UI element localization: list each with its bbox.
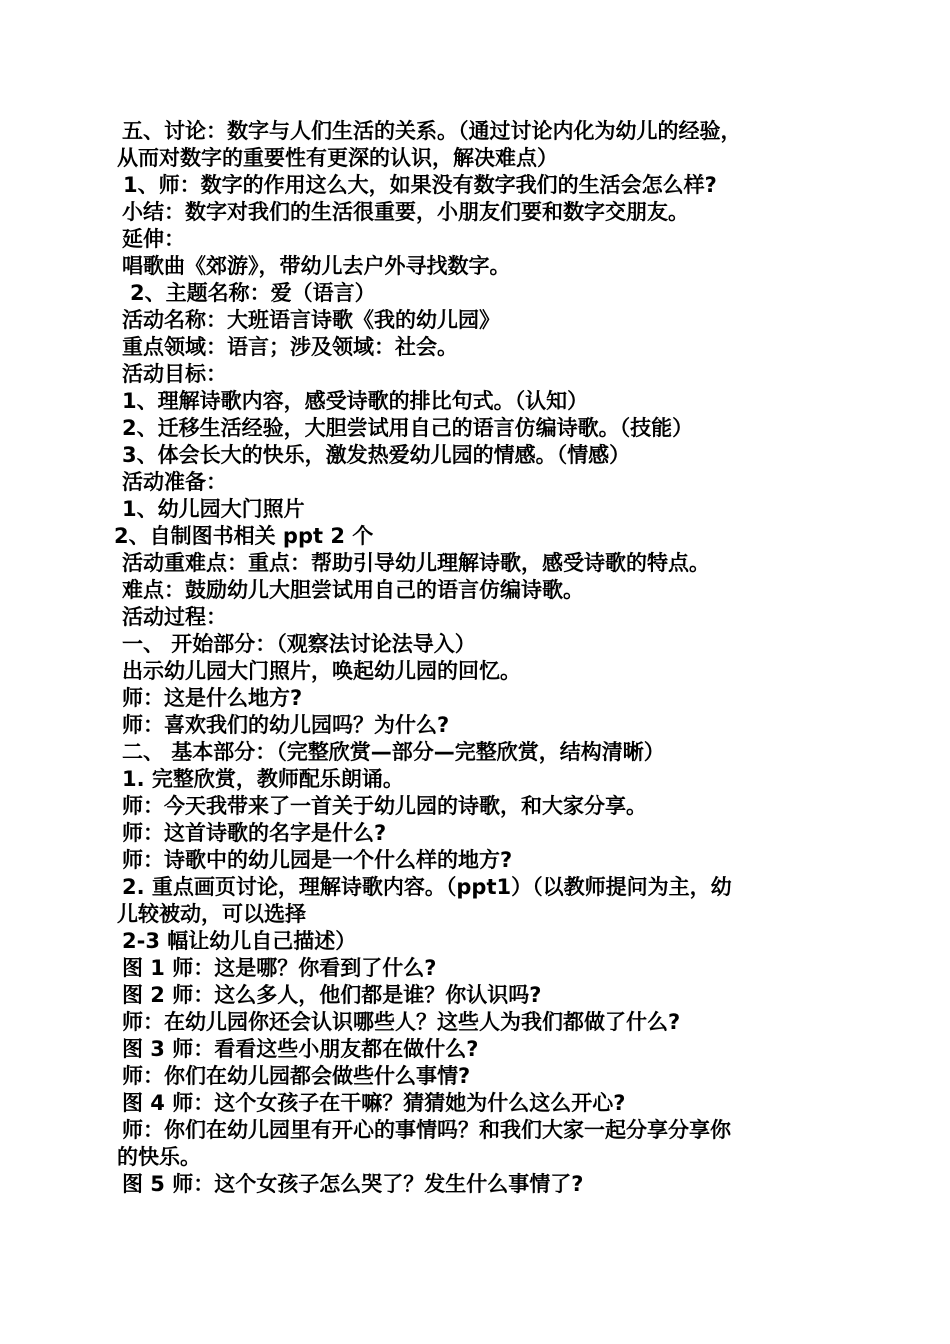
text-line: 活动过程： bbox=[122, 605, 227, 629]
text-line: 1、理解诗歌内容，感受诗歌的排比句式。（认知） bbox=[122, 389, 589, 413]
text-line: 难点：鼓励幼儿大胆尝试用自己的语言仿编诗歌。 bbox=[122, 578, 584, 602]
text-line: 2. 重点画页讨论，理解诗歌内容。（ppt1）（以教师提问为主，幼 bbox=[122, 875, 732, 899]
text-line: 延伸： bbox=[122, 227, 185, 251]
text-line: 图 5 师：这个女孩子怎么哭了？发生什么事情了? bbox=[122, 1172, 584, 1196]
text-line: 小结：数字对我们的生活很重要，小朋友们要和数字交朋友。 bbox=[122, 200, 689, 224]
text-line: 图 3 师：看看这些小朋友都在做什么? bbox=[122, 1037, 479, 1061]
text-line: 师：这首诗歌的名字是什么? bbox=[122, 821, 387, 845]
text-line: 儿较被动，可以选择 bbox=[117, 902, 306, 926]
text-line: 二、 基本部分：（完整欣赏—部分—完整欣赏，结构清晰） bbox=[122, 740, 665, 764]
text-line: 活动名称：大班语言诗歌《我的幼儿园》 bbox=[122, 308, 500, 332]
text-line: 一、 开始部分：（观察法讨论法导入） bbox=[122, 632, 476, 656]
text-line: 师：你们在幼儿园都会做些什么事情? bbox=[122, 1064, 471, 1088]
text-line: 图 4 师：这个女孩子在干嘛？猜猜她为什么这么开心? bbox=[122, 1091, 626, 1115]
text-line: 五、讨论：数字与人们生活的关系。（通过讨论内化为幼儿的经验， bbox=[122, 119, 742, 143]
text-line: 2、主题名称：爱（语言） bbox=[130, 281, 376, 305]
text-line: 3、体会长大的快乐，激发热爱幼儿园的情感。（情感） bbox=[122, 443, 631, 467]
text-line: 师：你们在幼儿园里有开心的事情吗？和我们大家一起分享分享你 bbox=[122, 1118, 731, 1142]
text-line: 图 2 师：这么多人，他们都是谁？你认识吗? bbox=[122, 983, 542, 1007]
text-line: 2、自制图书相关 ppt 2 个 bbox=[114, 524, 374, 548]
text-line: 师：诗歌中的幼儿园是一个什么样的地方? bbox=[122, 848, 513, 872]
text-line: 从而对数字的重要性有更深的认识，解决难点） bbox=[117, 146, 558, 170]
text-line: 重点领域：语言；涉及领域：社会。 bbox=[122, 335, 458, 359]
text-line: 活动目标： bbox=[122, 362, 227, 386]
text-line: 的快乐。 bbox=[117, 1145, 201, 1169]
text-line: 师：这是什么地方? bbox=[122, 686, 303, 710]
text-line: 活动重难点：重点：帮助引导幼儿理解诗歌，感受诗歌的特点。 bbox=[122, 551, 710, 575]
text-line: 出示幼儿园大门照片，唤起幼儿园的回忆。 bbox=[122, 659, 521, 683]
text-line: 2、迁移生活经验，大胆尝试用自己的语言仿编诗歌。（技能） bbox=[122, 416, 694, 440]
text-line: 2-3 幅让幼儿自己描述） bbox=[122, 929, 357, 953]
text-line: 师：在幼儿园你还会认识哪些人？这些人为我们都做了什么? bbox=[122, 1010, 681, 1034]
text-line: 1. 完整欣赏，教师配乐朗诵。 bbox=[122, 767, 404, 791]
text-line: 活动准备： bbox=[122, 470, 227, 494]
text-line: 图 1 师：这是哪？你看到了什么? bbox=[122, 956, 437, 980]
text-line: 1、师：数字的作用这么大，如果没有数字我们的生活会怎么样? bbox=[123, 173, 717, 197]
text-line: 1、幼儿园大门照片 bbox=[122, 497, 305, 521]
text-line: 唱歌曲《郊游》，带幼儿去户外寻找数字。 bbox=[122, 254, 511, 278]
text-line: 师：喜欢我们的幼儿园吗？为什么? bbox=[122, 713, 450, 737]
text-line: 师：今天我带来了一首关于幼儿园的诗歌，和大家分享。 bbox=[122, 794, 647, 818]
